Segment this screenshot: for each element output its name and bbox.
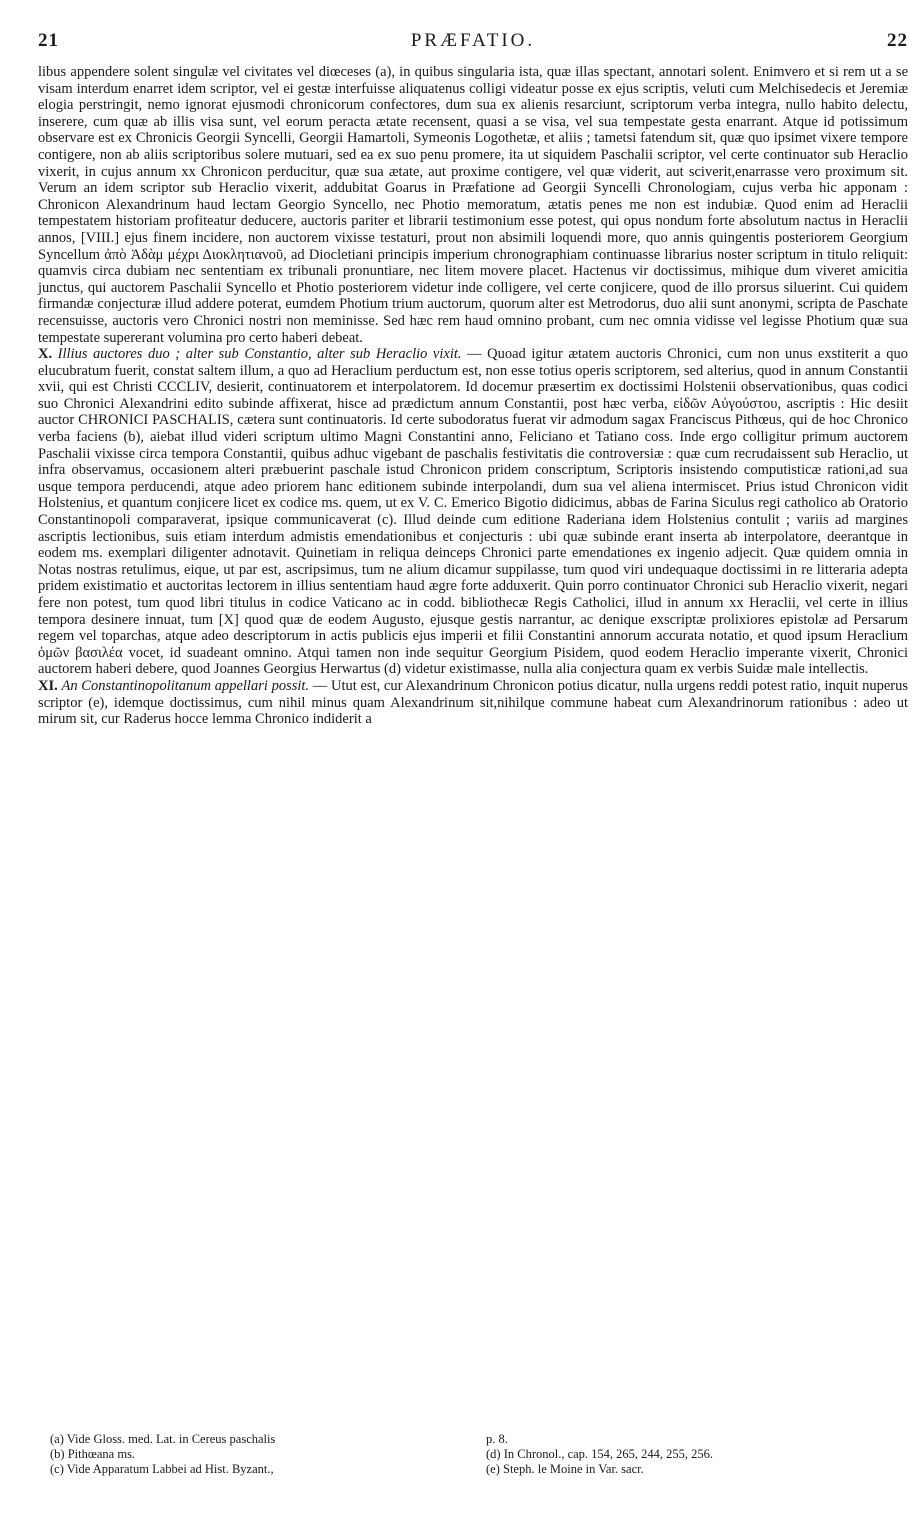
footnote-b: (b) Pithœana ms. [50,1447,136,1461]
running-title: PRÆFATIO. [410,30,536,51]
paragraph-1-text: libus appendere solent singulæ vel civitates vel diœceses (a), in quibus singularia ista, quæ illas spectant, annotari solent. Enimvero et si rem ut a se visam interdum enarret idem scriptor, vel ei gestæ interfuisse aliquatenus colligi videatur posse ex ejus scriptis, veluti cum Melchisedecis et Jeremiæ elogia perstringit, nemo ignorat ejusmodi chronicorum confectores, dum sua ex alienis resarciunt, scriptorum verba integra, nullo habito delectu, inserere, cum quæ ab illis visa sunt, vel eorum peracta ætate recensent, quasi a se visa, vel sua tempestate gesta enarrant. Atque id potissimum observare est ex Chronicis Georgii Syncelli, Georgii Hamartoli, Symeonis Logothetæ, et aliis ; tametsi fatendum sit, quæ quo ipsimet vixere tempore contigere, non ab aliis scriptoribus solere mutuari, sed ea ex suo penu promere, ita ut siquidem Paschalii scriptor, vel certe continuator sub Heraclio vixerit, in cujus annum xx Chronicon perducitur, quæ sua ætate, aut proxime contigere, vel quæ viderit, aut sciverit,enarrasse vero proximum sit. Verum an idem scriptor sub Heraclio vixerit, addubitat Goarus in Præfatione ad Georgii Syncelli Chronologiam, cujus verba hic apponam : Chronicon Alexandrinum haud lectam Georgio Syncello, nec Photio memoratum, ætatis penes me non est indubiæ. Quod enim ad Heraclii tempestatem historiam profiteatur deducere, auctoris pariter et librarii testimonium esse potest, qui opus nondum forte absolutum nactus in Heraclii annos, [VIII.] ejus finem incidere, non auctorem vixisse testaturi, prout non absimili loquendi more, quo annis quingentis posteriorem Georgium Syncellum ἀπὸ Ἀδὰμ μέχρι Διοκλητιανοῦ, ad Diocletiani principis imperium chronographiam continuasse librarius noster scriptum in titulo reliquit: quamvis circa dubiam nec sententiam ex tribunali pronuntiare, nec litem movere placet. Hactenus vir doctissimus, mihique dum viveret amicitia junctus, qui auctorem Paschalii Syncello et Photio posteriorem videtur inde colligere, vel certe conjicere, quod de illo prorsus siluerint. Cui quidem firmandæ conjecturæ illud addere poterat, eumdem Photium trium auctorum, quorum alter est Metrodorus, duo alii sunt anonymi, scripta de Paschate recensuisse, auctoris vero Chronici nostri non meminisse. Sed hæc rem haud omnino probant, cum nec omnia vidisse vel legisse Photium quæ sua tempestate supererant volumina pro certo haberi debeat. [38,64,908,346]
paragraph-section-xi [38,678,908,728]
left-page-number: 21 [38,30,59,51]
footnote-c: (c) Vide Apparatum Labbei ad Hist. Byzant., [50,1462,274,1476]
right-page-number: 22 [887,30,908,51]
paragraph-1 [38,64,908,346]
footnote-e: (e) Steph. le Moine in Var. sacr. [486,1462,644,1476]
footnote-d: (d) In Chronol., cap. 154, 265, 244, 255, 256. [486,1447,714,1461]
document-page [38,30,908,728]
section-xi-text: — Utut est, cur Alexandrinum Chronicon potius dicatur, nulla urgens reddi potest ratio, inquit nuperus scriptor (e), idemque doctissimus, cum nihil minus quam Alexandrinum sit,nihilque commune habeat cum Alexandrinorum rationibus : adeo ut mirum sit, cur Raderus hocce lemma Chronico indiderit a [38,677,908,728]
section-x-text: — Quoad igitur ætatem auctoris Chronici, cum non unus exstiterit a quo elucubratum fuerit, constat saltem illum, a quo ad Heraclium perductum est, non esse totius operis scriptorem, sed alterius, quod in annum Constantii xvii, qui est Christi CCCLIV, desierit, continuatorem et interpolatorem. Id docemur præsertim ex doctissimi Holstenii observationibus, quas codici suo Chronici Alexandrini edito subinde affixerat, hisce ad prædictum annum Constantii, post hæc verba, εἰδῶν Αὐγούστου, ascriptis : Hic desiit auctor CHRONICI PASCHALIS, cætera sunt continuatoris. Id certe subodoratus fuerat vir admodum sagax Franciscus Pithœus, qui de hoc Chronico verba faciens (b), aiebat illud videri scriptum ultimo Magni Constantini anno, Feliciano et Tatiano coss. Inde ergo colligitur primum auctorem Paschalii vixisse circa tempora Constantii, quibus adhuc vigebant de paschalis festivitatis die controversiæ : quæ cum recrudaissent sub Heraclio, ut infra observamus, occasionem alteri præbuerint paschale istud Chronicon pridem conscriptum, Scriptoris insistendo computisticæ rationi,ad sua usque tempora perducendi, atque adeo priorem hanc editionem subinde interpolandi, dum sua vel aliena intermiscet. Prius istud Chronicon vidit Holstenius, et quantum conjicere licet ex codice ms. quem, ut ex V. C. Emerico Bigotio didicimus, abbas de Farina Siculus regi catholico ab Oratorio Constantinopoli comparaverat, ipsique communicaverat (c). Illud deinde cum editione Raderiana idem Holstenius contulit ; variis ad margines ascriptis lectionibus, suis etiam interdum admistis emendationibus et conjecturis : ubi quæ subinde erant inserta ab interpolatore, deerantque in eodem ms. exemplari diligenter adnotavit. Quinetiam in reliqua deinceps Chronici parte emendationes ex ingenio adjecit. Quæ quidem omnia in Notas nostras retulimus, eique, ut par est, ascripsimus, tum ne alium dicamur suppilasse, tum quod viri undequaque doctissimi in re litteraria adepta pridem existimatio et auctoritas lectorem in illius sententiam haud ægre forte adduxerit. Quin porro continuator Chronici sub Heraclio vixerit, negari fere non potest, tum quod libri titulus in codice Vaticano ac in codd. bibliothecæ Regis Catholici, illud in annum xx Heraclii, vel certe in illius tempora desinere innuat, tum [X] quod quæ de eodem Augusto, ejusque gestis narrantur, ac denique exscriptæ prolixiores epistolæ ad Persarum regem vel toparchas, atque adeo descriptorum in actis publicis ejus imperii et filii Constantini annorum accurata notatio, et quod ipsum Heraclium ὁμῶν βασιλέα vocet, id suadeant omnino. Atqui tamen non inde sequitur Georgium Pisidem, quod eodem Heraclio imperante vixerit, Chronici auctorem haberi debere, quod Joannes Georgius Herwartus (d) videtur existimasse, nulla alia conjectura quam ex verbis Suidæ male intellectis. [38,346,909,678]
section-x-title: Illius auctores duo ; alter sub Constantio, alter sub Heraclio vixit. [57,346,462,363]
paragraph-section-x [38,346,908,678]
body-text [38,64,908,728]
footnote-c-continued: p. 8. [486,1432,508,1446]
page-header [38,30,908,56]
footnotes-right-column [486,1432,906,1477]
footnote-a: (a) Vide Gloss. med. Lat. in Cereus paschalis [50,1432,276,1446]
section-xi-title: An Constantinopolitanum appellari possit. [61,677,310,694]
section-xi-number: XI. [38,677,58,694]
section-x-number: X. [38,346,53,363]
footnotes-left-column [50,1432,480,1477]
